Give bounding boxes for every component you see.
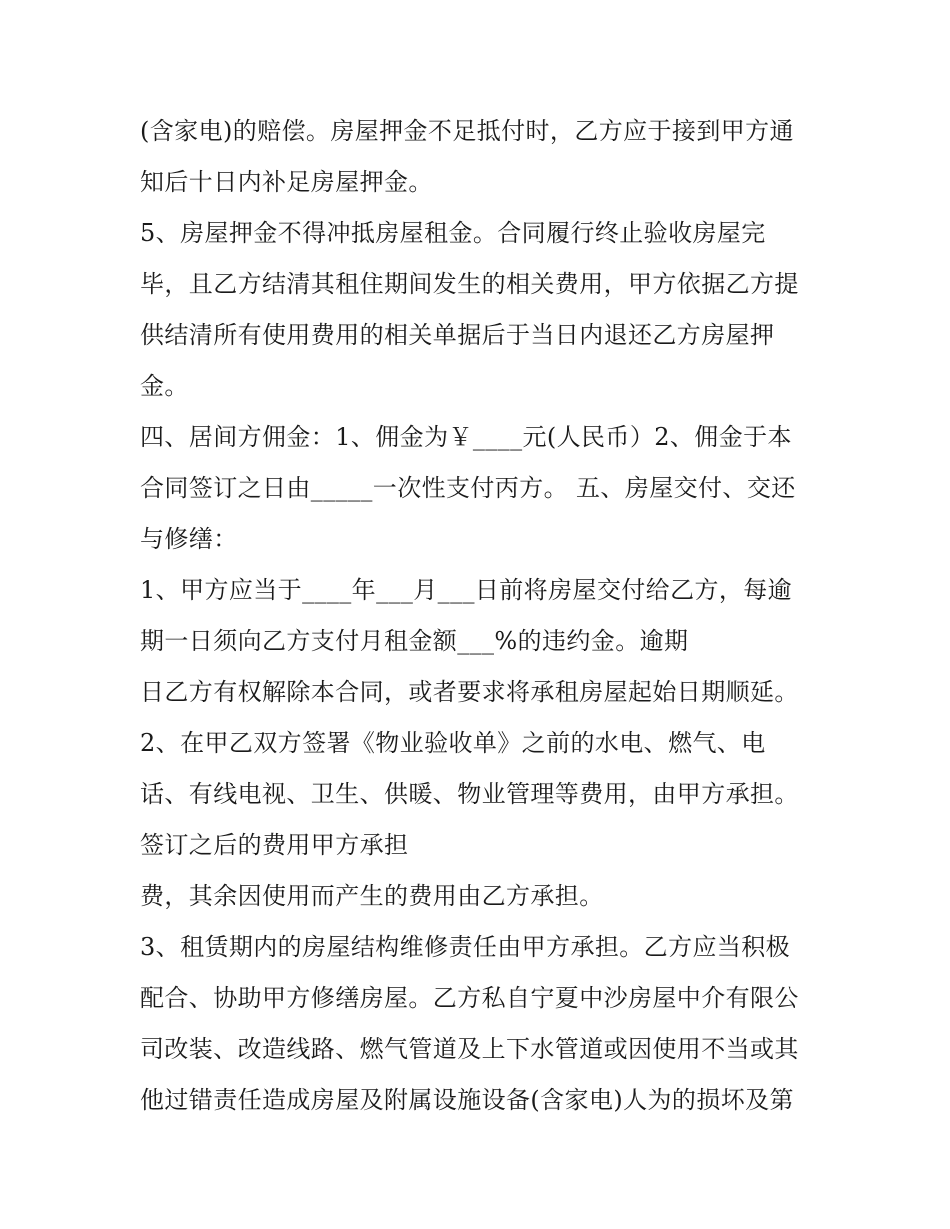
text-line: 签订之后的费用甲方承担 (140, 831, 409, 859)
text-line: 与修缮： (140, 525, 238, 553)
text-line: 话、有线电视、卫生、供暖、物业管理等费用，由甲方承担。 (140, 780, 799, 808)
text-line: 5、房屋押金不得冲抵房屋租金。合同履行终止验收房屋完 (140, 219, 766, 247)
text-line: 费，其余因使用而产生的费用由乙方承担。 (140, 882, 604, 910)
text-line: 他过错责任造成房屋及附属设施设备(含家电)人为的损坏及第 (140, 1086, 794, 1114)
text-line: 3、租赁期内的房屋结构维修责任由甲方承担。乙方应当积极 (140, 933, 791, 961)
text-line: 1、甲方应当于____年___月___日前将房屋交付给乙方，每逾 (140, 576, 793, 604)
text-line: (含家电)的赔偿。房屋押金不足抵付时，乙方应于接到甲方通 (140, 117, 794, 145)
text-line: 期一日须向乙方支付月租金额___%的违约金。逾期 (140, 627, 689, 655)
text-line: 司改装、改造线路、燃气管道及上下水管道或因使用不当或其 (140, 1035, 799, 1063)
text-line: 知后十日内补足房屋押金。 (140, 168, 433, 196)
text-line: 毕，且乙方结清其租住期间发生的相关费用，甲方依据乙方提 (140, 270, 799, 298)
text-line: 日乙方有权解除本合同，或者要求将承租房屋起始日期顺延。 (140, 678, 799, 706)
text-line: 配合、协助甲方修缮房屋。乙方私自宁夏中沙房屋中介有限公 (140, 984, 799, 1012)
text-line: 2、在甲乙双方签署《物业验收单》之前的水电、燃气、电 (140, 729, 766, 757)
text-line: 合同签订之日由_____一次性支付丙方。 五、房屋交付、交还 (140, 474, 796, 502)
text-line: 金。 (140, 372, 189, 400)
text-line: 供结清所有使用费用的相关单据后于当日内退还乙方房屋押 (140, 321, 775, 349)
text-line: 四、居间方佣金：1、佣金为￥____元(人民币）2、佣金于本 (140, 423, 792, 451)
body-text (140, 106, 840, 1126)
